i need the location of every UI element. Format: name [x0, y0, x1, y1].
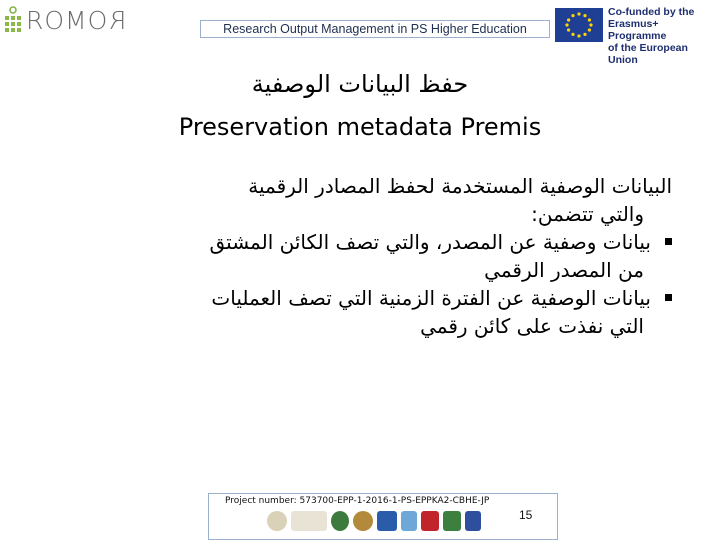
- bullet-icon: [665, 294, 672, 301]
- partner-logo: [353, 511, 373, 531]
- romor-logo: [4, 4, 144, 42]
- bullet-continuation: من المصدر الرقمي: [484, 258, 644, 282]
- partner-logo: [465, 511, 481, 531]
- body-line: والتي تتضمن:: [531, 202, 644, 226]
- partner-logo: [421, 511, 439, 531]
- header: [0, 0, 720, 66]
- partner-logos: [267, 511, 482, 533]
- project-number: Project number: 573700-EPP-1-2016-1-PS-EPPKA2-CBHE-JP: [225, 496, 490, 506]
- partner-logo: [291, 511, 327, 531]
- logo-grid-icon: [4, 6, 22, 38]
- slide-body: [40, 172, 672, 340]
- header-title: Research Output Management in PS Higher Education: [200, 20, 550, 38]
- logo-wordmark: ROMOR: [26, 6, 127, 35]
- bullet-continuation: التي نفذت على كائن رقمي: [420, 314, 644, 338]
- slide-title-arabic: حفظ البيانات الوصفية: [251, 70, 469, 98]
- partner-logo: [443, 511, 461, 531]
- partner-logo: [267, 511, 287, 531]
- bullet-icon: [665, 238, 672, 245]
- eu-cofunded-text: Co-funded by the Erasmus+ Programme of the European Union: [608, 6, 695, 66]
- slide-title-english: Preservation metadata Premis: [178, 113, 542, 141]
- footer: [208, 493, 558, 540]
- eu-flag-icon: [555, 8, 603, 42]
- bullet-item: بيانات وصفية عن المصدر، والتي تصف الكائن المشتق: [40, 228, 672, 256]
- page-number: 15: [519, 508, 533, 522]
- partner-logo: [331, 511, 349, 531]
- body-line: البيانات الوصفية المستخدمة لحفظ المصادر الرقمية: [248, 174, 672, 198]
- partner-logo: [377, 511, 397, 531]
- partner-logo: [401, 511, 417, 531]
- bullet-item: بيانات الوصفية عن الفترة الزمنية التي تصف العمليات: [40, 284, 672, 312]
